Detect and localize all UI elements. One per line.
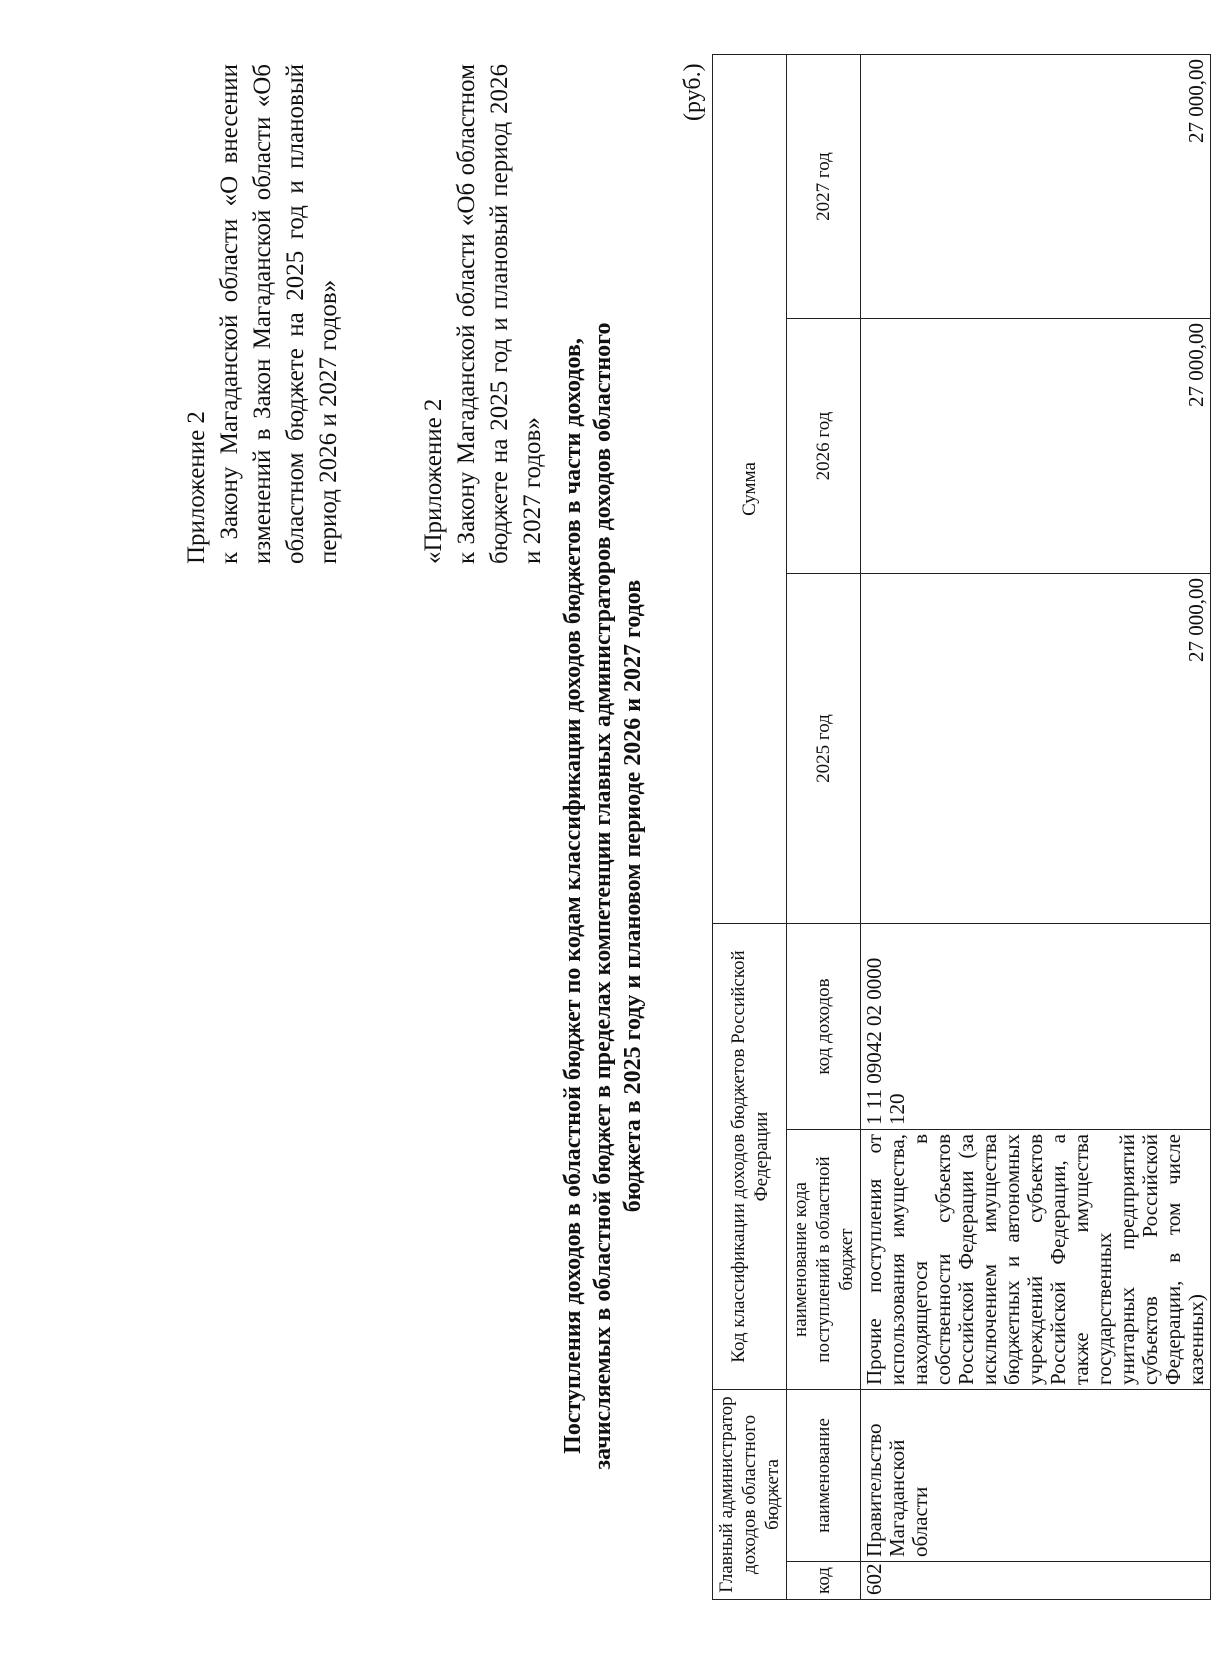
header-year-2027: 2027 год [787, 55, 861, 319]
header-year-2025: 2025 год [787, 574, 861, 924]
cell-income-name: Прочие поступления от использования имущества, находящегося в собственности субъектов Российской Федерации (за исключением имущества бюджетных и автономных учреждений субъектов Российской Федерации, а также имущества государственных унитарных предприятий субъектов Российской Федерации, в том числе казенных) [861, 1130, 1211, 1390]
table-header-group-row [713, 55, 787, 1600]
header-main-admin: Главный администратор доходов областного бюджета [713, 1390, 787, 1600]
appendix-new-heading: Приложение 2 [183, 411, 210, 564]
currency-unit-label: (руб.) [680, 63, 706, 121]
revenue-table [712, 54, 1211, 1600]
cell-income-code: 1 11 09042 02 0000 120 [861, 924, 1211, 1130]
cell-sum-2026: 27 000,00 [861, 319, 1211, 574]
header-year-2026: 2026 год [787, 319, 861, 574]
header-admin-code: код [787, 1562, 861, 1600]
cell-admin-code: 602 [861, 1562, 1211, 1600]
appendix-old-heading: «Приложение 2 [420, 398, 447, 564]
header-classification-code: Код классификации доходов бюджетов Российской Федерации [713, 924, 787, 1390]
appendix-new-body: к Закону Магаданской области «О внесении изменений в Закон Магаданской области «Об областном бюджете на 2025 год и плановый период 2026 и 2027 годов» [216, 64, 342, 564]
table-header-column-row [787, 55, 861, 1600]
cell-sum-2025: 27 000,00 [861, 574, 1211, 924]
document-title: Поступления доходов в областной бюджет по кодам классификации доходов бюджетов в части доходов, зачисляемых в областной бюджет в пределах компетенции главных администраторов доходов областного бюджета в 2025 году и плановом периоде 2026 и 2027 годов [560, 322, 646, 1470]
table-row [861, 55, 1211, 1600]
header-income-code: код доходов [787, 924, 861, 1130]
appendix-old-body: к Закону Магаданской области «Об областном бюджете на 2025 год и плановый период 2026 и 2027 годов» [453, 64, 546, 564]
header-income-name: наименование кода поступлений в областной бюджет [787, 1130, 861, 1390]
header-sum: Сумма [713, 55, 787, 924]
cell-admin-name: Правительство Магаданской области [861, 1390, 1211, 1562]
header-admin-name: наименование [787, 1390, 861, 1562]
appendix-note-new [180, 64, 345, 564]
appendix-note-previous [417, 64, 549, 564]
cell-sum-2027: 27 000,00 [861, 55, 1211, 319]
